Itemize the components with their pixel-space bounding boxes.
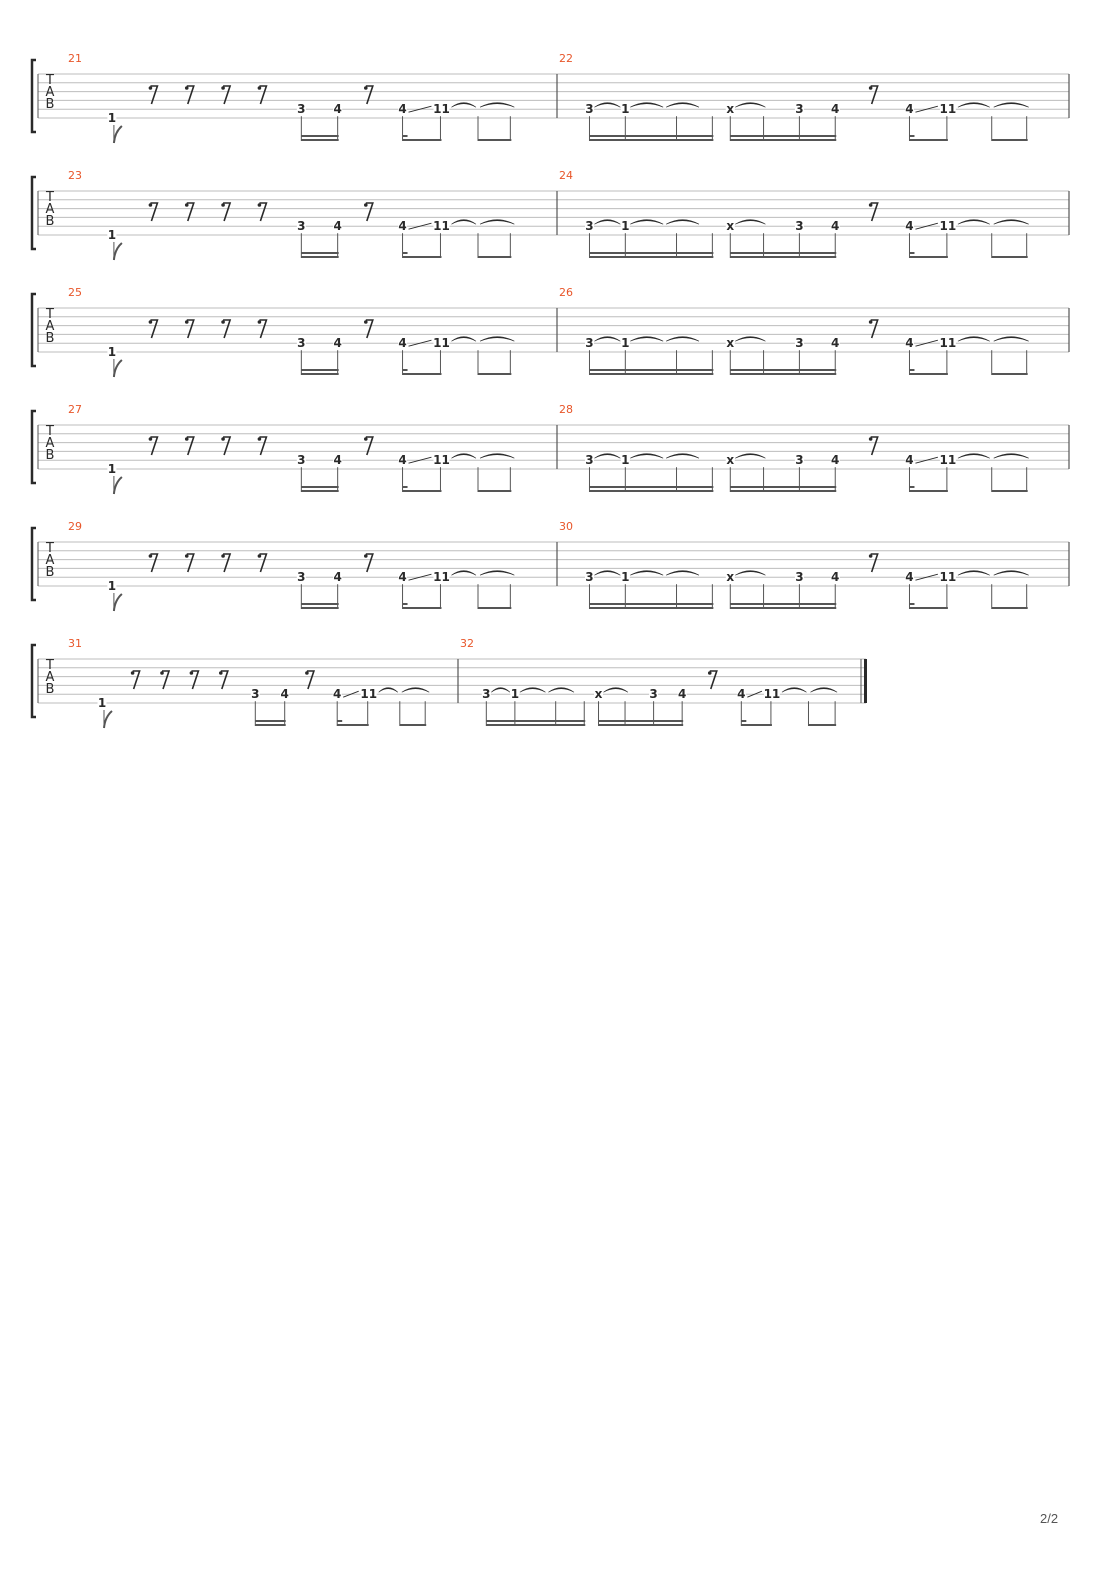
tie: [666, 220, 699, 225]
fret-number: 4: [398, 336, 407, 351]
fret-number: 1: [107, 462, 117, 476]
beam: [730, 607, 836, 609]
fret-number: 4: [905, 102, 914, 117]
tab-clef-letter: B: [45, 97, 55, 112]
tie: [958, 571, 990, 576]
fret-number: 1: [510, 687, 520, 702]
sixteenth-rest-dot: [149, 86, 153, 90]
fret-number: 3: [297, 336, 306, 351]
beam: [730, 373, 836, 375]
fret-number: 11: [433, 453, 450, 468]
fret-number: 1: [97, 696, 107, 710]
tab-clef-letter: A: [45, 436, 55, 451]
beam: [909, 373, 947, 375]
beam: [589, 603, 713, 605]
fret-number: 1: [621, 102, 630, 117]
beam-stub: [909, 252, 914, 254]
tie: [451, 571, 476, 576]
dead-note: x: [726, 453, 735, 468]
dead-note: x: [726, 336, 735, 351]
measure-number: 27: [68, 403, 82, 416]
beam: [301, 607, 338, 609]
measure-number: 30: [559, 520, 573, 533]
tie: [994, 571, 1029, 576]
tie: [994, 103, 1029, 108]
beam: [741, 724, 772, 726]
beam: [992, 490, 1028, 492]
beam-stub: [909, 603, 914, 605]
tab-clef-letter: T: [46, 73, 54, 88]
tie: [810, 688, 837, 693]
sixteenth-rest-dot: [305, 671, 309, 675]
sixteenth-rest-dot: [185, 437, 189, 441]
tab-clef-letter: B: [45, 682, 55, 697]
system-bracket: [32, 645, 36, 717]
beam: [403, 256, 442, 258]
tab-clef-letter: T: [46, 658, 54, 673]
fret-number: 4: [831, 453, 840, 468]
sixteenth-rest-dot: [131, 671, 135, 675]
tab-clef-letter: B: [45, 214, 55, 229]
tie: [994, 454, 1029, 459]
measure-number: 22: [559, 52, 573, 65]
fret-number: 3: [585, 219, 594, 234]
tab-clef-letter: T: [46, 424, 54, 439]
sixteenth-rest-dot: [364, 320, 368, 324]
note-flag: [114, 126, 122, 143]
beam: [589, 486, 713, 488]
beam: [730, 139, 836, 141]
beam: [730, 369, 836, 371]
sixteenth-rest-dot: [258, 203, 262, 207]
tie: [735, 337, 765, 342]
measure-number: 29: [68, 520, 82, 533]
fret-number: 3: [795, 336, 804, 351]
beam: [403, 139, 442, 141]
system-bracket: [32, 294, 36, 366]
tie: [735, 103, 765, 108]
fret-number: 4: [333, 687, 342, 702]
sixteenth-rest-dot: [149, 554, 153, 558]
system-bracket: [32, 411, 36, 483]
sixteenth-rest-dot: [160, 671, 164, 675]
tie: [594, 454, 620, 459]
sixteenth-rest-dot: [869, 437, 873, 441]
system-bracket: [32, 177, 36, 249]
fret-number: 4: [333, 219, 342, 234]
beam: [730, 252, 836, 254]
fret-number: 4: [905, 219, 914, 234]
fret-number: 4: [737, 687, 746, 702]
tab-clef-letter: A: [45, 85, 55, 100]
tab-clef-letter: B: [45, 565, 55, 580]
tie: [666, 571, 699, 576]
fret-number: 4: [333, 570, 342, 585]
tie: [451, 454, 476, 459]
sixteenth-rest-dot: [869, 554, 873, 558]
fret-number: 4: [398, 453, 407, 468]
fret-number: 3: [297, 453, 306, 468]
measure-number: 28: [559, 403, 573, 416]
fret-number: 3: [649, 687, 658, 702]
sixteenth-rest-dot: [869, 86, 873, 90]
fret-number: 11: [433, 219, 450, 234]
tie: [379, 688, 398, 693]
fret-number: 3: [585, 102, 594, 117]
measure-number: 31: [68, 637, 82, 650]
fret-number: 1: [107, 579, 117, 593]
fret-number: 3: [297, 219, 306, 234]
beam: [599, 724, 684, 726]
tie: [735, 454, 765, 459]
tie: [735, 220, 765, 225]
tie: [594, 571, 620, 576]
beam: [589, 256, 713, 258]
measure-number: 21: [68, 52, 82, 65]
tie: [480, 103, 514, 108]
fret-number: 4: [905, 453, 914, 468]
beam: [403, 490, 442, 492]
beam: [478, 256, 511, 258]
tab-clef-letter: T: [46, 190, 54, 205]
page-number: 2/2: [1040, 1511, 1059, 1526]
note-flag: [114, 243, 122, 260]
fret-number: 3: [251, 687, 260, 702]
tab-clef-letter: T: [46, 307, 54, 322]
beam-stub: [909, 135, 914, 137]
fret-number: 11: [360, 687, 378, 702]
fret-number: 4: [280, 687, 289, 702]
note-flag: [114, 477, 122, 494]
fret-number: 4: [398, 570, 407, 585]
fret-number: 3: [585, 336, 594, 351]
fret-number: 3: [795, 219, 804, 234]
tab-clef-letter: T: [46, 541, 54, 556]
sixteenth-rest-dot: [185, 203, 189, 207]
tab-clef-letter: A: [45, 553, 55, 568]
note-flag: [104, 711, 112, 728]
beam: [301, 252, 338, 254]
beam: [301, 603, 338, 605]
tie: [594, 220, 620, 225]
beam: [255, 724, 285, 726]
beam: [589, 607, 713, 609]
tie: [451, 220, 476, 225]
note-flag: [114, 594, 122, 611]
sixteenth-rest-dot: [258, 86, 262, 90]
tab-clef-letter: A: [45, 670, 55, 685]
sixteenth-rest-dot: [258, 320, 262, 324]
beam: [589, 252, 713, 254]
sixteenth-rest-dot: [364, 86, 368, 90]
beam-stub: [403, 135, 408, 137]
fret-number: 3: [795, 453, 804, 468]
fret-number: 1: [107, 345, 117, 359]
tie: [630, 454, 663, 459]
note-flag: [114, 360, 122, 377]
fret-number: 4: [333, 336, 342, 351]
beam-stub: [403, 252, 408, 254]
beam-stub: [741, 720, 746, 722]
tie: [402, 688, 429, 693]
beam: [992, 607, 1028, 609]
beam: [909, 607, 947, 609]
fret-number: 1: [621, 453, 630, 468]
tie: [451, 103, 476, 108]
system-bracket: [32, 60, 36, 132]
fret-number: 4: [905, 336, 914, 351]
tie: [594, 103, 620, 108]
fret-number: 11: [433, 336, 450, 351]
dead-note: x: [726, 102, 735, 117]
fret-number: 11: [939, 336, 957, 351]
sixteenth-rest-dot: [185, 320, 189, 324]
fret-number: 4: [333, 453, 342, 468]
measure-number: 32: [460, 637, 474, 650]
fret-number: 11: [433, 570, 450, 585]
fret-number: 11: [763, 687, 781, 702]
beam-stub: [403, 603, 408, 605]
tie: [666, 103, 699, 108]
tie: [630, 571, 663, 576]
fret-number: 4: [905, 570, 914, 585]
beam: [589, 373, 713, 375]
sixteenth-rest-dot: [221, 203, 225, 207]
beam: [255, 720, 285, 722]
sixteenth-rest-dot: [221, 554, 225, 558]
tie: [451, 337, 476, 342]
sixteenth-rest-dot: [221, 320, 225, 324]
beam: [730, 490, 836, 492]
beam: [301, 135, 338, 137]
beam: [301, 490, 338, 492]
tie: [630, 220, 663, 225]
beam: [301, 486, 338, 488]
measure-number: 26: [559, 286, 573, 299]
beam: [478, 373, 511, 375]
measure-number: 24: [559, 169, 573, 182]
final-barline-thick: [864, 659, 867, 703]
beam: [301, 369, 338, 371]
fret-number: 4: [333, 102, 342, 117]
tie: [958, 103, 990, 108]
beam: [589, 490, 713, 492]
tab-clef-letter: B: [45, 331, 55, 346]
tie: [548, 688, 574, 693]
fret-number: 11: [939, 102, 957, 117]
sixteenth-rest-dot: [149, 320, 153, 324]
measure-number: 23: [68, 169, 82, 182]
fret-number: 3: [795, 102, 804, 117]
tie: [630, 103, 663, 108]
fret-number: 1: [621, 219, 630, 234]
tie: [480, 337, 514, 342]
beam-stub: [909, 486, 914, 488]
tie: [958, 220, 990, 225]
tie: [735, 571, 765, 576]
system-bracket: [32, 528, 36, 600]
tie: [594, 337, 620, 342]
fret-number: 3: [585, 570, 594, 585]
fret-number: 4: [831, 219, 840, 234]
fret-number: 1: [621, 570, 630, 585]
tab-clef-letter: A: [45, 202, 55, 217]
beam-stub: [403, 369, 408, 371]
dead-note: x: [594, 687, 603, 702]
sixteenth-rest-dot: [221, 86, 225, 90]
tie: [994, 337, 1029, 342]
sixteenth-rest-dot: [219, 671, 223, 675]
beam: [730, 486, 836, 488]
tie: [480, 220, 514, 225]
fret-number: 3: [585, 453, 594, 468]
fret-number: 1: [107, 111, 117, 125]
tab-clef-letter: B: [45, 448, 55, 463]
beam: [730, 603, 836, 605]
beam: [403, 373, 442, 375]
beam: [301, 373, 338, 375]
tie: [604, 688, 628, 693]
beam: [486, 720, 585, 722]
beam: [909, 256, 947, 258]
beam-stub: [909, 369, 914, 371]
beam: [909, 139, 947, 141]
fret-number: 4: [831, 336, 840, 351]
beam: [337, 724, 369, 726]
sixteenth-rest-dot: [364, 203, 368, 207]
fret-number: 11: [939, 570, 957, 585]
beam: [478, 607, 511, 609]
beam: [478, 490, 511, 492]
beam-stub: [403, 486, 408, 488]
beam: [599, 720, 684, 722]
tie: [666, 337, 699, 342]
beam: [589, 135, 713, 137]
dead-note: x: [726, 570, 735, 585]
sixteenth-rest-dot: [149, 437, 153, 441]
sixteenth-rest-dot: [185, 554, 189, 558]
sixteenth-rest-dot: [221, 437, 225, 441]
beam: [909, 490, 947, 492]
beam: [589, 369, 713, 371]
beam: [992, 256, 1028, 258]
sixteenth-rest-dot: [869, 320, 873, 324]
sixteenth-rest-dot: [258, 437, 262, 441]
sixteenth-rest-dot: [364, 554, 368, 558]
beam: [301, 139, 338, 141]
tie: [480, 454, 514, 459]
sixteenth-rest-dot: [364, 437, 368, 441]
fret-number: 3: [297, 102, 306, 117]
tie: [782, 688, 807, 693]
fret-number: 4: [831, 570, 840, 585]
tie: [480, 571, 514, 576]
fret-number: 1: [107, 228, 117, 242]
tie: [520, 688, 546, 693]
fret-number: 4: [677, 687, 687, 702]
fret-number: 4: [831, 102, 840, 117]
tie: [491, 688, 510, 693]
fret-number: 11: [939, 219, 957, 234]
beam: [403, 607, 442, 609]
tie: [630, 337, 663, 342]
beam: [730, 135, 836, 137]
sixteenth-rest-dot: [869, 203, 873, 207]
sixteenth-rest-dot: [708, 671, 712, 675]
tie: [958, 454, 990, 459]
fret-number: 11: [939, 453, 957, 468]
fret-number: 4: [398, 102, 407, 117]
fret-number: 3: [297, 570, 306, 585]
beam: [730, 256, 836, 258]
sixteenth-rest-dot: [190, 671, 194, 675]
beam: [992, 373, 1028, 375]
fret-number: 3: [482, 687, 491, 702]
fret-number: 11: [433, 102, 450, 117]
sixteenth-rest-dot: [185, 86, 189, 90]
sixteenth-rest-dot: [149, 203, 153, 207]
beam: [301, 256, 338, 258]
beam: [486, 724, 585, 726]
beam-stub: [337, 720, 342, 722]
fret-number: 4: [398, 219, 407, 234]
beam: [400, 724, 426, 726]
tie: [958, 337, 990, 342]
fret-number: 3: [795, 570, 804, 585]
beam: [808, 724, 836, 726]
fret-number: 1: [621, 336, 630, 351]
tab-clef-letter: A: [45, 319, 55, 334]
beam: [992, 139, 1028, 141]
beam: [478, 139, 511, 141]
beam: [589, 139, 713, 141]
sixteenth-rest-dot: [258, 554, 262, 558]
tie: [666, 454, 699, 459]
dead-note: x: [726, 219, 735, 234]
measure-number: 25: [68, 286, 82, 299]
tie: [994, 220, 1029, 225]
